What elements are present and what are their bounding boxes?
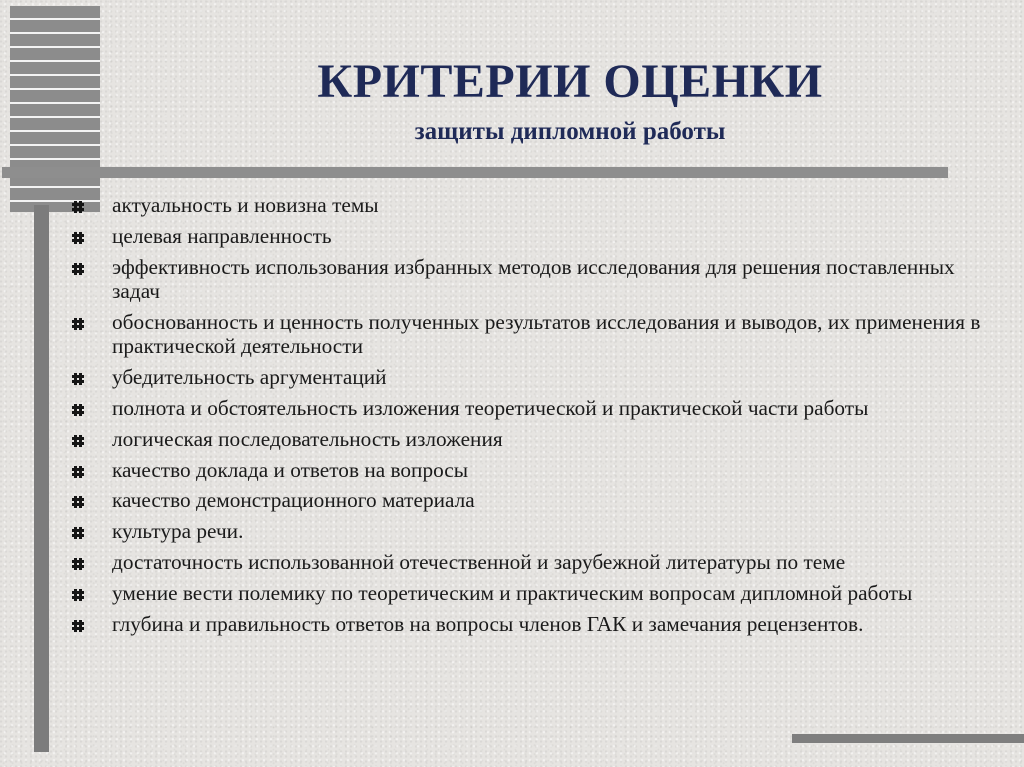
criteria-text: качество доклада и ответов на вопросы: [112, 457, 469, 482]
criteria-text: качество демонстрационного материала: [112, 488, 475, 513]
criteria-text: культура речи.: [112, 519, 244, 544]
hash-bullet-icon: [72, 496, 84, 508]
criteria-text: актуальность и новизна темы: [112, 193, 379, 217]
criteria-text: полнота и обстоятельность изложения теоретической и практической части работы: [112, 395, 869, 420]
hash-bullet-icon: [72, 201, 84, 213]
criteria-text: эффективность использования избранных методов исследования для решения поставленных задач: [112, 254, 955, 304]
hash-bullet-icon: [72, 318, 84, 330]
decorative-horizontal-rule: [2, 167, 948, 178]
list-item: [68, 458, 988, 483]
list-item: [68, 427, 988, 452]
criteria-list: [68, 193, 988, 642]
decorative-vertical-rule: [34, 205, 49, 752]
criteria-text: обоснованность и ценность полученных результатов исследования и выводов, их применения в практической деятельности: [112, 309, 981, 359]
decorative-striped-block: [10, 6, 100, 212]
hash-bullet-icon: [72, 232, 84, 244]
list-item: [68, 193, 988, 218]
criteria-text: логическая последовательность изложения: [112, 426, 503, 451]
slide-title: КРИТЕРИИ ОЦЕНКИ: [317, 55, 823, 108]
criteria-text: убедительность аргументаций: [112, 365, 387, 390]
hash-bullet-icon: [72, 404, 84, 416]
criteria-text: целевая направленность: [112, 223, 332, 248]
slide-subtitle: защиты дипломной работы: [414, 118, 726, 145]
list-item: [68, 519, 988, 544]
hash-bullet-icon: [72, 263, 84, 275]
criteria-text: достаточность использованной отечественной и зарубежной литературы по теме: [112, 549, 846, 574]
decorative-bottom-rule: [792, 734, 1024, 743]
list-item: [68, 310, 988, 359]
criteria-text: глубина и правильность ответов на вопросы членов ГАК и замечания рецензентов.: [112, 611, 864, 636]
list-item: [68, 365, 988, 390]
hash-bullet-icon: [72, 527, 84, 539]
hash-bullet-icon: [72, 589, 84, 601]
hash-bullet-icon: [72, 620, 84, 632]
list-item: [68, 224, 988, 249]
list-item: [68, 581, 988, 606]
hash-bullet-icon: [72, 558, 84, 570]
list-item: [68, 488, 988, 513]
list-item: [68, 396, 988, 421]
list-item: [68, 612, 988, 637]
criteria-text: умение вести полемику по теоретическим и практическим вопросам дипломной работы: [112, 580, 913, 605]
hash-bullet-icon: [72, 435, 84, 447]
hash-bullet-icon: [72, 373, 84, 385]
list-item: [68, 255, 988, 304]
hash-bullet-icon: [72, 466, 84, 478]
list-item: [68, 550, 988, 575]
